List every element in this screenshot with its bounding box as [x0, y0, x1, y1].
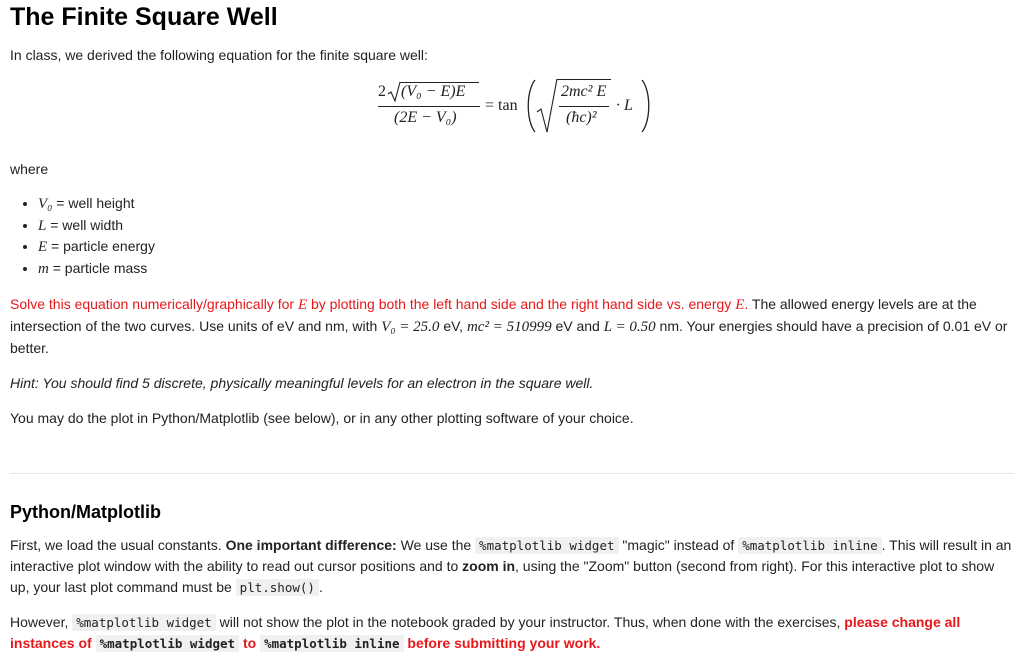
rhs-denominator: (ħc)²: [566, 109, 597, 126]
left-paren-icon: [523, 79, 537, 133]
right-paren-icon: [640, 79, 654, 133]
hint-text: Hint: You should find 5 discrete, physically meaningful levels for an electron in the square well.: [10, 375, 594, 391]
plot-note: You may do the plot in Python/Matplotlib (see below), or in any other plotting software of your choice.: [10, 410, 634, 426]
list-item: • V₀ = well height: [38, 193, 1014, 215]
lhs-coefficient: 2: [378, 83, 386, 100]
sqrt-icon: [387, 81, 401, 103]
page-title: The Finite Square Well: [10, 3, 278, 31]
lhs-radicand: (V₀ − E)E: [401, 83, 466, 100]
code-matplotlib-widget: %matplotlib widget: [96, 635, 239, 652]
equals-tan: = tan: [485, 97, 518, 114]
variable-list: [10, 193, 1014, 279]
sqrt-icon: [536, 78, 558, 134]
square-well-equation: [378, 76, 658, 136]
list-item: • E = particle energy: [38, 236, 1014, 258]
code-matplotlib-inline: %matplotlib inline: [260, 635, 403, 652]
where-text: where: [10, 161, 49, 177]
section-heading: Python/Matplotlib: [10, 502, 161, 522]
submission-paragraph: However, %matplotlib widget will not show the plot in the notebook graded by your instructor. Thus, when done with the exercises, please change all instances of %matplotlib widget to %matplotlib inline before submitting your work.: [10, 614, 961, 651]
code-plt-show: plt.show(): [236, 579, 319, 596]
task-paragraph: Solve this equation numerically/graphically for E by plotting both the left hand side and the right hand side vs. energy E. The allowed energy levels are at the intersection of the two curves. Use units of eV and nm, with V₀ = 25.0 eV, mc² = 510999 eV and L = 0.50 nm. Your energies should have a precision of 0.01 eV or better.: [10, 296, 1008, 356]
rhs-fraction-bar: [559, 106, 609, 107]
lhs-fraction-bar: [378, 106, 480, 107]
list-item: • L = well width: [38, 215, 1014, 237]
code-matplotlib-widget: %matplotlib widget: [72, 614, 215, 631]
rhs-numerator: 2mc² E: [561, 83, 607, 100]
matplotlib-paragraph: First, we load the usual constants. One important difference: We use the %matplotlib widget "magic" instead of %matplotlib inline . This will result in an interactive plot window with the ability to read out cursor positions and to zoom in, using the "Zoom" button (second from right). For this interactive plot to show up, your last plot command must be plt.show() .: [10, 537, 1012, 595]
section-divider: [10, 473, 1014, 474]
radical-bar: [557, 79, 611, 80]
list-item: • m = particle mass: [38, 258, 1014, 280]
rhs-tail: · L: [616, 97, 633, 114]
lhs-denominator: (2E − V₀): [394, 109, 457, 126]
code-matplotlib-widget: %matplotlib widget: [475, 537, 618, 554]
intro-text: In class, we derived the following equation for the finite square well:: [10, 47, 428, 63]
code-matplotlib-inline: %matplotlib inline: [738, 537, 881, 554]
